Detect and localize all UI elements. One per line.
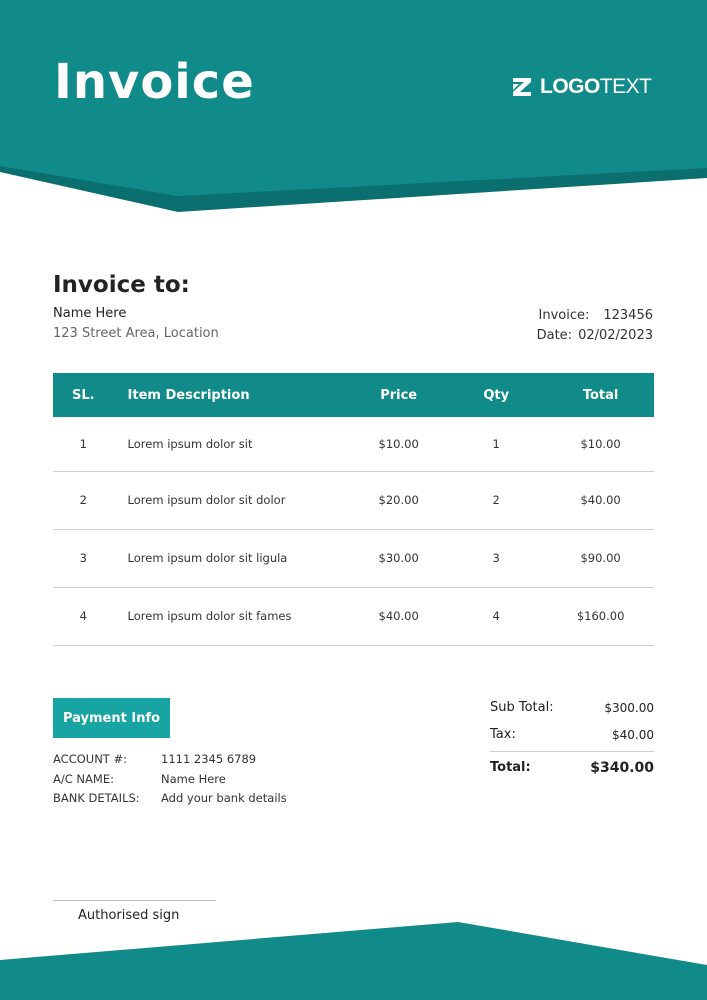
invoice-meta	[537, 306, 653, 346]
cell-qty: 1	[445, 417, 547, 471]
table-row	[53, 417, 654, 471]
cell-sl: 1	[53, 417, 114, 471]
subtotal-value: $300.00	[604, 700, 654, 715]
ac-name-label: A/C NAME:	[53, 771, 114, 786]
zigzag-logo-icon	[511, 75, 535, 99]
client-name: Name Here	[53, 306, 127, 321]
client-address: 123 Street Area, Location	[53, 326, 219, 341]
table-header-row	[53, 373, 654, 417]
subtotal-label: Sub Total:	[490, 700, 554, 715]
logo-text: LOGOTEXT	[540, 75, 652, 98]
column-header-total: Total	[582, 387, 619, 403]
cell-price: $30.00	[352, 529, 445, 587]
account-value: 1111 2345 6789	[161, 752, 257, 766]
ac-name-value: Name Here	[161, 771, 226, 786]
table-row	[53, 587, 654, 645]
bank-details-value: Add your bank details	[161, 791, 287, 805]
table-row	[53, 529, 654, 587]
totals-divider	[490, 751, 654, 752]
cell-price: $40.00	[352, 587, 445, 645]
invoice-number: 123456	[603, 308, 653, 323]
cell-qty: 3	[445, 529, 547, 587]
account-label: ACCOUNT #:	[53, 752, 127, 766]
cell-description: Lorem ipsum dolor sit dolor	[114, 471, 353, 529]
tax-value: $40.00	[612, 727, 654, 742]
cell-description: Lorem ipsum dolor sit	[114, 417, 353, 471]
signature-label: Authorised sign	[78, 908, 180, 923]
cell-total: $40.00	[547, 471, 654, 529]
cell-total: $10.00	[547, 417, 654, 471]
total-label: Total:	[490, 760, 531, 775]
cell-price: $20.00	[352, 471, 445, 529]
total-value: $340.00	[590, 759, 654, 776]
cell-sl: 4	[53, 587, 114, 645]
page-title: Invoice	[54, 54, 255, 110]
table-row	[53, 471, 654, 529]
payment-info-button[interactable]: Payment Info	[53, 698, 170, 738]
column-header-sl: SL.	[71, 387, 95, 403]
logo	[511, 74, 652, 100]
invoice-to-heading: Invoice to:	[53, 272, 190, 298]
cell-sl: 2	[53, 471, 114, 529]
cell-total: $90.00	[547, 529, 654, 587]
totals-summary	[490, 694, 654, 781]
column-header-description: Item Description	[127, 387, 250, 403]
cell-price: $10.00	[352, 417, 445, 471]
footer-banner	[0, 915, 707, 1000]
column-header-price: Price	[380, 387, 418, 403]
bank-details-label: BANK DETAILS:	[53, 791, 140, 805]
cell-sl: 3	[53, 529, 114, 587]
cell-description: Lorem ipsum dolor sit ligula	[114, 529, 353, 587]
cell-description: Lorem ipsum dolor sit fames	[114, 587, 353, 645]
cell-qty: 4	[445, 587, 547, 645]
signature-line	[53, 900, 216, 901]
items-table	[53, 373, 654, 646]
invoice-date: 02/02/2023	[578, 328, 653, 343]
invoice-number-label: Invoice:	[538, 308, 590, 323]
column-header-qty: Qty	[483, 387, 510, 403]
cell-qty: 2	[445, 471, 547, 529]
invoice-date-label: Date:	[536, 328, 573, 343]
payment-details	[53, 750, 287, 809]
cell-total: $160.00	[547, 587, 654, 645]
tax-label: Tax:	[490, 727, 516, 742]
